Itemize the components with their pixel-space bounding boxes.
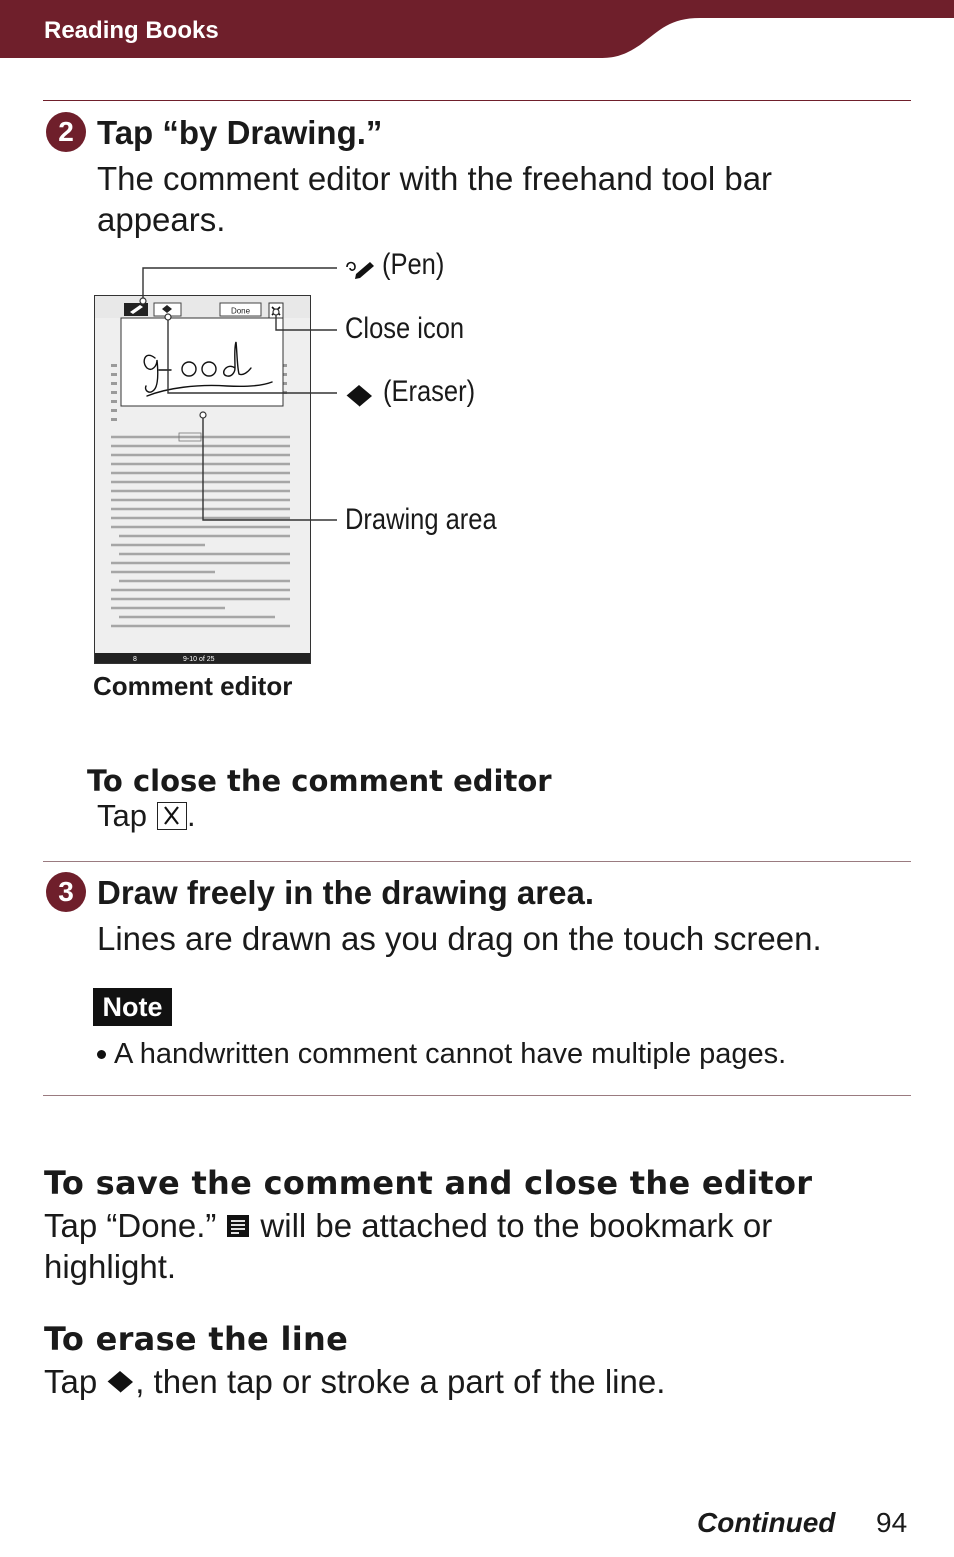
instruction-text: Tap <box>97 798 147 833</box>
step-description: The comment editor with the freehand tool bar <box>97 160 773 197</box>
svg-text:8: 8 <box>133 656 137 663</box>
step-description: Lines are drawn as you drag on the touch screen. <box>97 920 822 957</box>
eraser-icon <box>105 1368 135 1396</box>
step-description-cont: appears. <box>97 201 226 238</box>
step-number-badge: 2 <box>46 112 86 152</box>
eraser-icon <box>344 383 374 409</box>
note-badge: Note <box>93 988 172 1026</box>
save-instruction <box>44 1205 772 1246</box>
bullet-dot <box>97 1050 106 1059</box>
callout-leader-lines <box>0 0 954 700</box>
erase-text-cont: , then tap or stroke a part of the line. <box>135 1363 666 1400</box>
figure-caption: Comment editor <box>93 671 293 701</box>
section-title: Reading Books <box>44 17 219 44</box>
save-text: Tap “Done.” <box>44 1207 217 1244</box>
save-text-line2: highlight. <box>44 1248 177 1285</box>
page-number: 94 <box>876 1507 908 1538</box>
erase-heading: To erase the line <box>44 1320 349 1358</box>
step-number-badge: 3 <box>46 872 86 912</box>
divider <box>43 861 911 862</box>
comment-icon <box>224 1212 252 1240</box>
instruction-text-end: . <box>186 798 196 833</box>
save-text-cont: will be attached to the bookmark or <box>260 1207 773 1244</box>
erase-text: Tap <box>44 1363 98 1400</box>
drawing-area-callout-label: Drawing area <box>345 503 497 536</box>
note-text: A handwritten comment cannot have multiple pages. <box>114 1038 787 1070</box>
close-editor-instruction <box>97 798 196 834</box>
close-icon-callout-label: Close icon <box>345 312 465 345</box>
svg-text:Done: Done <box>230 306 251 316</box>
step-title: Tap “by Drawing.” <box>97 114 383 151</box>
pen-callout-label: (Pen) <box>382 248 445 281</box>
divider <box>43 1095 911 1096</box>
svg-text:9-10 of 25: 9-10 of 25 <box>183 656 215 663</box>
eraser-callout-label: (Eraser) <box>383 375 476 408</box>
step-title: Draw freely in the drawing area. <box>97 874 594 911</box>
note-bullet <box>97 1038 786 1071</box>
erase-instruction <box>44 1361 665 1402</box>
close-editor-heading: To close the comment editor <box>87 764 552 798</box>
continued-label: Continued <box>697 1507 836 1538</box>
save-heading: To save the comment and close the editor <box>44 1164 813 1202</box>
close-icon <box>157 802 187 830</box>
pen-icon <box>344 255 376 279</box>
